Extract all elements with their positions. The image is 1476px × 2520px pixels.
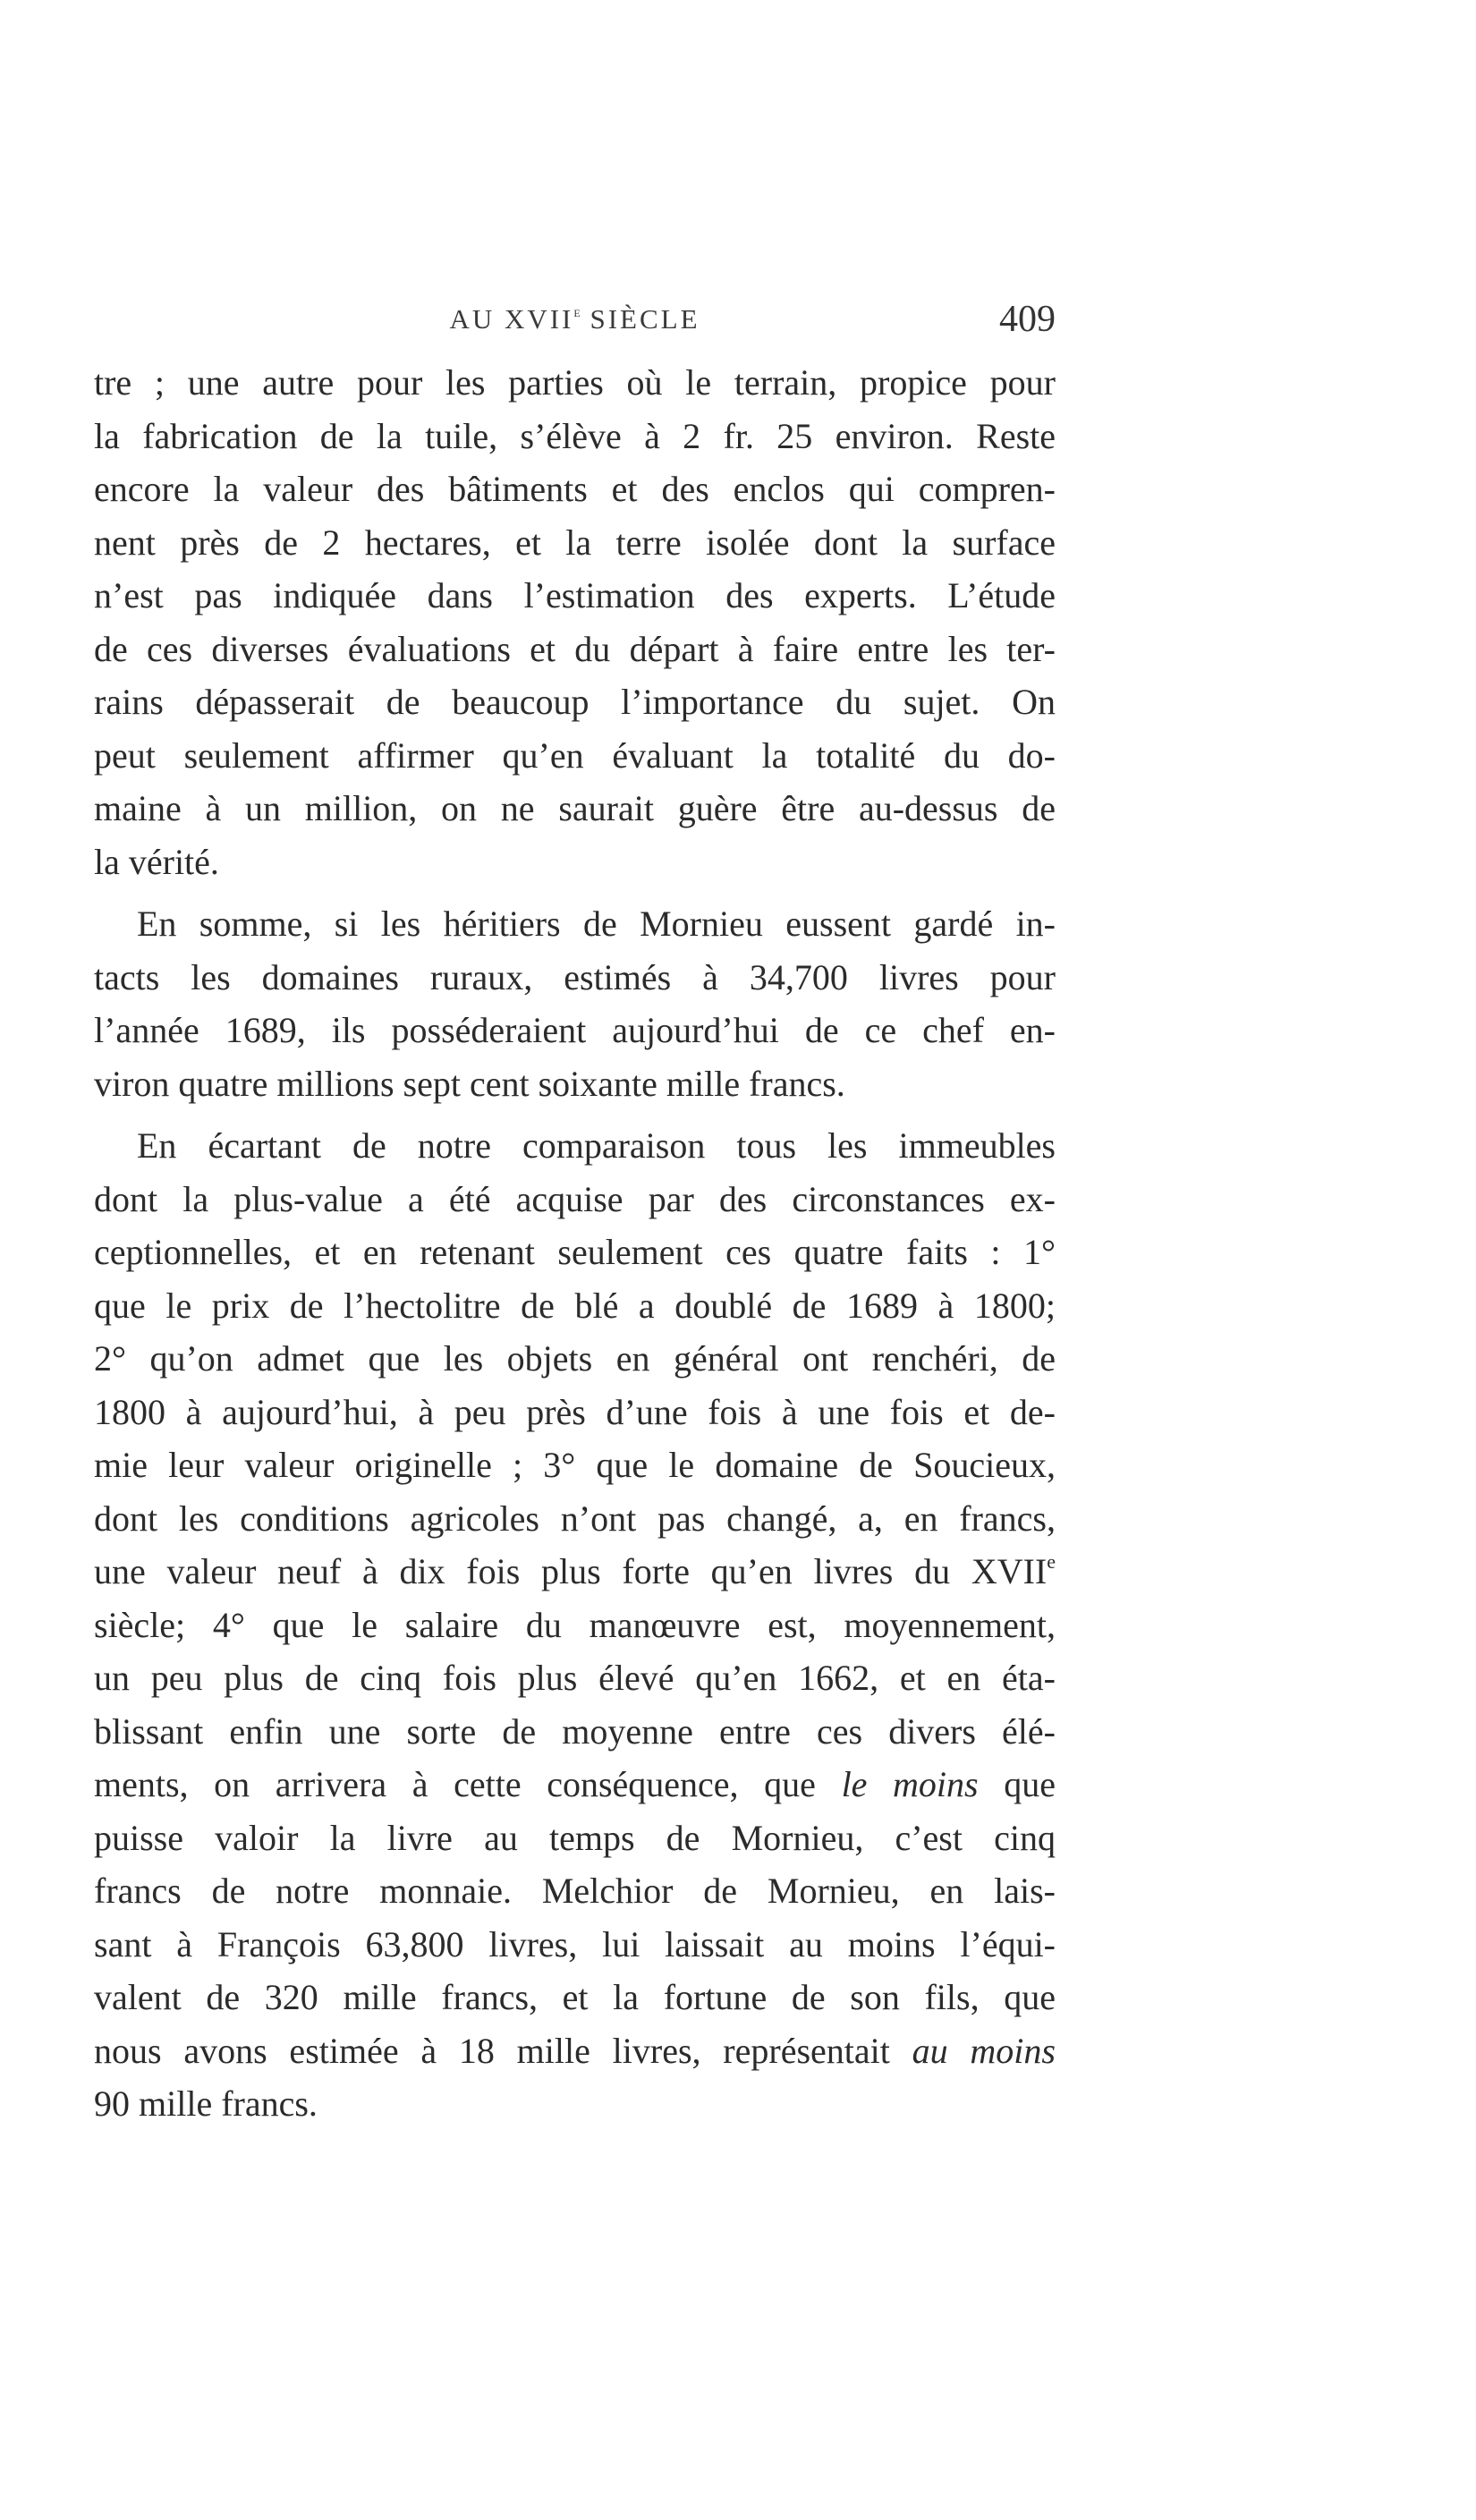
body-text [94,356,1056,2131]
text-line: 90 mille francs. [94,2083,318,2124]
text-line: ments, on arrivera à cette conséquence, que le moins que [94,1764,1056,1804]
superscript-e: e [1047,1550,1056,1573]
text-line: la fabrication de la tuile, s’élève à 2 fr. 25 environ. Reste [94,415,1056,456]
text-line: nous avons estimée à 18 mille livres, représentait au moins [94,2030,1056,2071]
paragraph-gap [94,1110,1056,1119]
paragraph-gap [94,888,1056,897]
text-line: que le prix de l’hectolitre de blé a doublé de 1689 à 1800; [94,1285,1056,1326]
text-line: En écartant de notre comparaison tous les immeubles [137,1125,1056,1166]
running-title: AU XVIIe SIÈCLE [449,303,700,335]
text-line: n’est pas indiquée dans l’estimation des experts. L’étude [94,575,1056,615]
italic-emphasis: le moins [841,1764,979,1804]
running-head [94,298,1056,352]
text-line: un peu plus de cinq fois plus élevé qu’en 1662, et en éta- [94,1658,1056,1698]
text-line: maine à un million, on ne saurait guère être au-dessus de [94,788,1056,828]
text-line: sant à François 63,800 livres, lui laissait au moins l’équi- [94,1923,1056,1964]
text-line: 2° qu’on admet que les objets en général ont renchéri, de [94,1338,1056,1379]
text-line: de ces diverses évaluations et du départ à faire entre les ter- [94,628,1056,669]
text-line: nent près de 2 hectares, et la terre isolée dont la surface [94,522,1056,563]
text-line: la vérité. [94,841,219,882]
text-line: tre ; une autre pour les parties où le terrain, propice pour [94,362,1056,403]
text-line: siècle; 4° que le salaire du manœuvre est, moyennement, [94,1604,1056,1645]
page-number: 409 [999,299,1056,340]
text-line: peut seulement affirmer qu’en évaluant la totalité du do- [94,734,1056,776]
text-line: encore la valeur des bâtiments et des enclos qui compren- [94,469,1056,509]
text-line: viron quatre millions sept cent soixante mille francs. [94,1063,845,1104]
text-line: puisse valoir la livre au temps de Mornieu, c’est cinq [94,1817,1056,1858]
text-line: l’année 1689, ils posséderaient aujourd’hui de ce chef en- [94,1010,1056,1050]
text-line: rains dépasserait de beaucoup l’importance du sujet. On [94,682,1056,722]
text-line: valent de 320 mille francs, et la fortune de son fils, que [94,1977,1056,2017]
text-line: ceptionnelles, et en retenant seulement ces quatre faits : 1° [94,1232,1056,1272]
text-line: une valeur neuf à dix fois plus forte qu’en livres du XVIIe [94,1550,1056,1591]
paragraph-1 [94,356,1056,888]
text-line: francs de notre monnaie. Melchior de Mornieu, en lais- [94,1871,1056,1911]
italic-emphasis: au moins [912,2030,1056,2071]
text-line: mie leur valeur originelle ; 3° que le domaine de Soucieux, [94,1445,1056,1485]
text-line: En somme, si les héritiers de Mornieu eussent gardé in- [137,904,1056,944]
text-line: tacts les domaines ruraux, estimés à 34,700 livres pour [94,956,1056,997]
paragraph-3 [94,1119,1056,2131]
paragraph-2 [94,897,1056,1110]
text-line: 1800 à aujourd’hui, à peu près d’une fois à une fois et de- [94,1391,1056,1432]
text-line: blissant enfin une sorte de moyenne entre ces divers élé- [94,1710,1056,1752]
text-line: dont la plus-value a été acquise par des circonstances ex- [94,1178,1056,1219]
text-line: dont les conditions agricoles n’ont pas changé, a, en francs, [94,1498,1056,1539]
